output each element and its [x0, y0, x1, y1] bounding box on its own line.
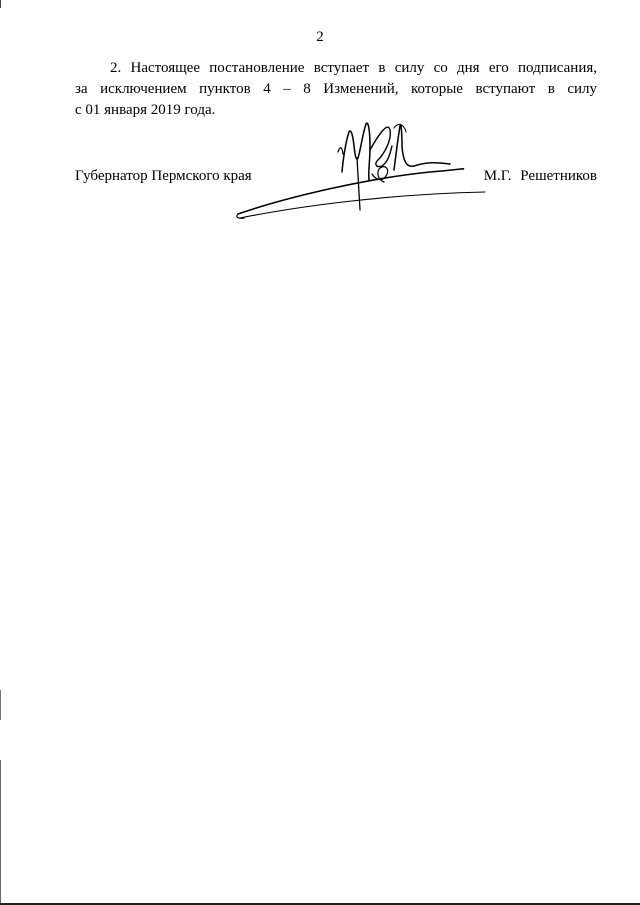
signature-block [75, 166, 597, 188]
signer-name: М.Г. Решетников [483, 168, 597, 184]
paragraph-line-3: с 01 января 2019 года. [75, 102, 216, 118]
scan-edge-left [0, 0, 1, 905]
signer-title: Губернатор Пермского края [75, 168, 252, 184]
page-number: 2 [316, 29, 324, 45]
paragraph-line-1: 2. Настоящее постановление вступает в силу со дня его подписания, [110, 60, 597, 76]
paragraph-line-2: за исключением пунктов 4 – 8 Изменений, которые вступают в силу [75, 81, 597, 97]
